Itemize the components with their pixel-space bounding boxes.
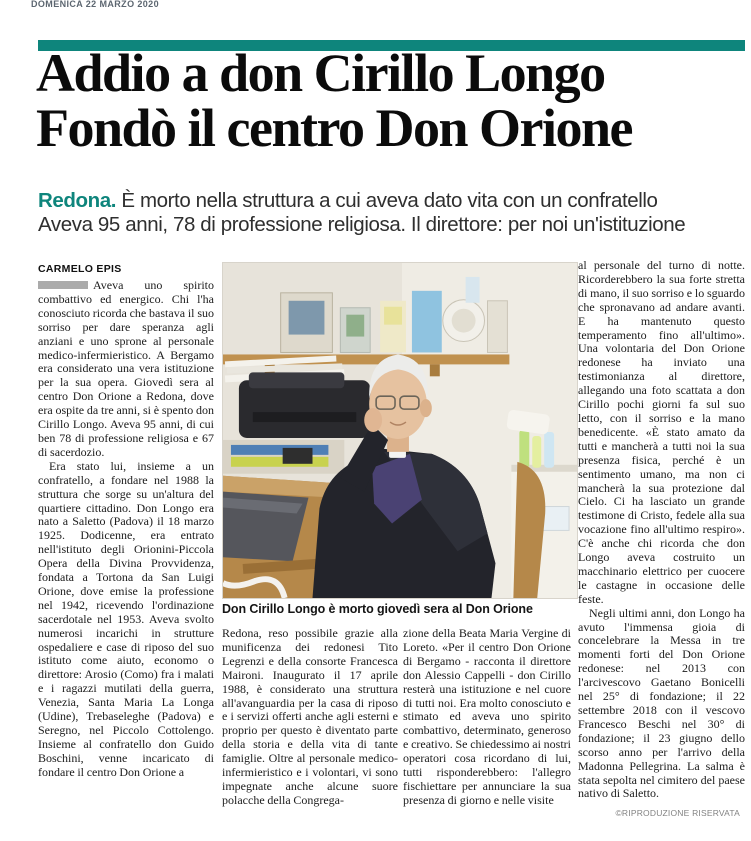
paragraph: Redona, reso possibile grazie alla munificenza dei redonesi Tito Legrenzi e della consorte Francesca Maironi. Inaugurato il 17 aprile 1988, è considerato una struttura all'avanguardia per la casa di riposo e i servizi offerti anche agli esterni e proprio per questo è diventato parte della storia e della vita di tante famiglie. Oltre al personale medico-infermieristico e i volontari, vi sono impegnate anche alcune suore polacche della Congrega- bbox=[222, 627, 398, 807]
byline: CARMELO EPIS bbox=[38, 263, 122, 275]
body-column-1 bbox=[38, 279, 214, 835]
paragraph-text: Aveva uno spirito combattivo ed energico. Chi l'ha conosciuto ricorda che bastava il suo sorriso per dare speranza agli anziani e uno sprone al personale medico-infermieristico. A Bergamo era considerato una vera istituzione per la sua opera. Giovedì sera al centro Don Orione a Redona, dove era ospite da tre anni, si è spento don Cirillo Longo. Aveva 95 anni, di cui ben 78 di professione religiosa e 67 di sacerdozio. bbox=[38, 279, 214, 459]
copyright-notice: ©RIPRODUZIONE RISERVATA bbox=[615, 808, 740, 818]
photo-illustration bbox=[223, 263, 577, 598]
article-headline bbox=[36, 43, 746, 158]
redacted-leadin-block bbox=[38, 281, 88, 289]
standfirst-text-1: È morto nella struttura a cui aveva dato vita con un confratello bbox=[116, 189, 658, 212]
kicker-redona: Redona. bbox=[38, 189, 117, 212]
photo-caption: Don Cirillo Longo è morto giovedì sera al Don Orione bbox=[222, 602, 533, 616]
body-column-4 bbox=[578, 259, 745, 811]
paragraph: Era stato lui, insieme a un confratello, a fondare nel 1988 la struttura che sorge su un'altura del quartiere cittadino. Don Longo era nato a Saletto (Padova) il 18 marzo 1925. Dodicenne, era entrato nell'istituto degli Orionini-Piccola Opera della Divina Provvidenza, fondata a Tortona da San Luigi Orione, dove emise la professione nel 1942, ricevendo l'ordinazione sacerdotale nel 1953. Aveva svolto numerosi incarichi in strutture ospedaliere e case di riposo del suo istituto come aiuto, economo o direttore: Arosio (Como) fra i malati e i ragazzi mutilati della guerra, Venezia, Santa Maria La Longa (Udine), Trebaseleghe (Padova) e Seregno, nel Piccolo Cottolengo. Insieme al confratello don Guido Boschini, venne incaricato di fondare il centro Don Orione a bbox=[38, 458, 214, 779]
paragraph: al personale del turno di notte. Ricorderebbero la sua forte stretta di mano, il suo sorriso e lo sguardo che spronavano ad andare avanti. E ha mantenuto questo temperamento fino all'ultimo». Una volontaria del Don Orione redonese ha inviato una testimonianza al direttore, allegando una foto scattata a don Cirillo pochi giorni fa sul suo letto, con il sorriso e la mano benedicente. «È stato amato da tutti e mancherà a tutti noi la sua presenza fisica, perché è un sentimento umano, ma non ci mancherà la sua protezione dal Cielo. Ci ha lasciato un grande testimone di Cristo, fedele alla sua vocazione fino all'ultimo respiro». C'è anche chi ricorda che don Longo aveva costruito un macchinario elettrico per cuocere le castagne in occasione delle feste. bbox=[578, 259, 745, 606]
headline-line-1: Addio a don Cirillo Longo bbox=[36, 43, 605, 103]
paragraph: Negli ultimi anni, don Longo ha avuto l'immensa gioia di concelebrare la Messa in tre momenti forti del Don Orione redonese: nel 2013 con l'arcivescovo Gaetano Bonicelli nel 25° di fondazione; il 22 settembre 2018 con il vescovo Francesco Beschi nel 30° di fondazione; il 23 giugno dello scorso anno per l'arrivo della Madonna Pellegrina. La salma è stata sepolta nel cimitero del paese nativo di Saletto. bbox=[578, 605, 745, 801]
body-column-3 bbox=[403, 627, 571, 828]
paragraph bbox=[38, 279, 214, 460]
headline-line-2: Fondò il centro Don Orione bbox=[36, 98, 633, 158]
standfirst-line-2: Aveva 95 anni, 78 di professione religiosa. Il direttore: per noi un'istituzione bbox=[38, 213, 686, 236]
edition-date: DOMENICA 22 MARZO 2020 bbox=[31, 0, 159, 9]
paragraph: zione della Beata Maria Vergine di Loreto. «Per il centro Don Orione di Bergamo - racconta il direttore don Alessio Cappelli - don Cirillo resterà una istituzione e nel cuore di tutti noi. Era molto conosciuto e stimato ed aveva uno spirito combattivo, determinato, generoso e creativo. Se chiedessimo ai nostri operatori cosa ricordano di lui, tutti risponderebbero: l'allegro fischiettare per annunciare la sua presenza di giorno e nelle visite bbox=[403, 627, 571, 807]
standfirst-line-1 bbox=[38, 189, 750, 213]
body-column-2 bbox=[222, 627, 398, 828]
standfirst bbox=[38, 189, 750, 237]
photo-don-cirillo bbox=[222, 262, 578, 599]
